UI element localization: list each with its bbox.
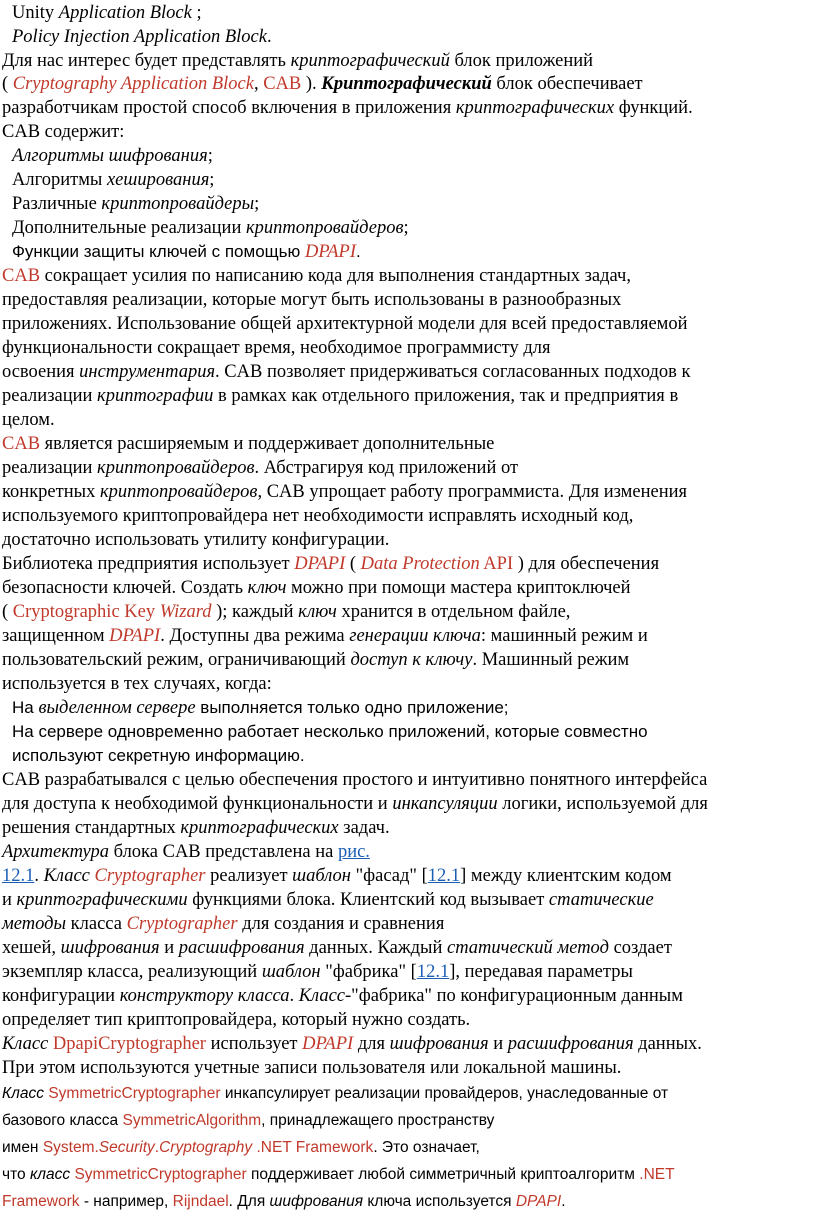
- text-span: функциональности сокращает время, необходимое программисту для: [2, 338, 551, 358]
- term-span: .NET: [639, 1166, 675, 1183]
- text-line: [2, 576, 812, 600]
- term-span: SymmetricCryptographer: [74, 1166, 247, 1183]
- term-span: Cryptographer: [94, 866, 206, 886]
- text-line: [12, 1, 812, 25]
- text-span: . Доступны два режима: [160, 626, 350, 646]
- text-line: [2, 49, 812, 73]
- text-span: решения стандартных: [2, 818, 181, 838]
- text-span: безопасности ключей. Создать: [2, 578, 248, 598]
- text-span: (: [2, 602, 13, 622]
- text-line: [2, 984, 812, 1008]
- text-span: используют секретную информацию.: [12, 746, 305, 765]
- text-span: (: [345, 554, 361, 574]
- term-span: .NET Framework: [252, 1139, 374, 1156]
- text-span: ) для обеспечения: [513, 554, 660, 574]
- term-span: System.: [42, 1139, 99, 1156]
- text-span: логики, используемой для: [497, 794, 708, 814]
- term-span: SymmetricCryptographer: [48, 1085, 221, 1102]
- text-span: . Это означает,: [373, 1139, 480, 1156]
- text-line: [2, 936, 812, 960]
- text-span: имен: [2, 1139, 43, 1156]
- text-span: экземпляр класса, реализующий: [2, 962, 262, 982]
- text-span: базового класса: [2, 1112, 123, 1129]
- text-line: [2, 792, 812, 816]
- text-span: блок обеспечивает: [491, 74, 643, 94]
- text-span: "фабрика" [: [320, 962, 417, 982]
- list-item: [12, 192, 812, 216]
- text-span: создает: [608, 938, 672, 958]
- emphasis-span: статические: [548, 890, 654, 910]
- text-span: поддерживает любой симметричный криптоалгоритм: [246, 1166, 640, 1183]
- emphasis-span: криптопровайдеров: [99, 482, 258, 502]
- text-span: Дополнительные реализации: [12, 218, 246, 238]
- text-line: [2, 528, 812, 552]
- text-line: [2, 768, 812, 792]
- text-span: . Абстрагируя код приложений от: [254, 458, 519, 478]
- text-span: ;: [207, 146, 213, 166]
- term-span: Cryptographic Key: [12, 602, 160, 622]
- emphasis-span: Класс: [2, 1085, 49, 1102]
- text-span: ;: [254, 194, 260, 214]
- text-line: [2, 1056, 812, 1080]
- text-span: Библиотека предприятия использует: [2, 554, 295, 574]
- text-span: выполняется только одно приложение;: [195, 698, 509, 717]
- term-span: Cryptographer: [126, 914, 238, 934]
- text-span: , CAB упрощает работу программиста. Для изменения: [257, 482, 688, 502]
- list-item: [12, 168, 812, 192]
- text-span: . CAB позволяет придерживаться согласованных подходов к: [215, 362, 691, 382]
- emphasis-span: расшифрования: [178, 938, 305, 958]
- text-span: . Машинный режим: [472, 650, 630, 670]
- text-span: реализует: [205, 866, 293, 886]
- text-span: ).: [301, 74, 322, 94]
- text-span: Алгоритмы: [12, 170, 107, 190]
- text-span: Различные: [12, 194, 102, 214]
- term-span: Data Protection: [360, 554, 480, 574]
- text-span: CAB разрабатывался с целью обеспечения простого и интуитивно понятного интерфейса: [2, 770, 708, 790]
- text-span: CAB содержит:: [2, 122, 125, 142]
- text-span: .: [289, 986, 299, 1006]
- term-span: Wizard: [159, 602, 212, 622]
- figure-link[interactable]: рис.: [337, 842, 370, 862]
- text-span: ], передавая параметры: [449, 962, 633, 982]
- emphasis-span: методы: [2, 914, 67, 934]
- text-span: сокращает усилия по написанию кода для выполнения стандартных задач,: [40, 266, 631, 286]
- emphasis-span: криптографических: [455, 98, 615, 118]
- emphasis-span: доступ к ключу: [350, 650, 473, 670]
- text-span: хранится в отдельном файле,: [336, 602, 571, 622]
- emphasis-span: Application Block: [58, 3, 192, 23]
- emphasis-span: шифрования: [269, 1193, 364, 1210]
- text-span: ;: [209, 170, 215, 190]
- emphasis-span: класс: [29, 1166, 75, 1183]
- text-line: [2, 480, 812, 504]
- emphasis-span: хеширования: [106, 170, 210, 190]
- text-span: данных. Каждый: [304, 938, 447, 958]
- text-line: [2, 432, 812, 456]
- term-span: DPAPI: [294, 554, 346, 574]
- term-span: Framework: [2, 1193, 80, 1210]
- list-item: [12, 720, 812, 744]
- text-span: Unity: [12, 3, 59, 23]
- emphasis-span: шаблон: [292, 866, 351, 886]
- text-span: приложениях. Использование общей архитектурной модели для всей предоставляемой: [2, 314, 688, 334]
- term-span: CAB: [2, 266, 41, 286]
- text-span: реализации: [2, 386, 98, 406]
- text-line: [2, 888, 812, 912]
- emphasis-span: статический метод: [446, 938, 609, 958]
- text-span: реализации: [2, 458, 98, 478]
- term-span: DPAPI: [302, 1034, 354, 1054]
- list-item: [12, 240, 812, 264]
- emphasis-span: Класс: [2, 1034, 53, 1054]
- text-span: -"фабрика" по конфигурационным данным: [345, 986, 683, 1006]
- text-span: конкретных: [2, 482, 100, 502]
- emphasis-span: криптопровайдеров: [97, 458, 255, 478]
- emphasis-span: Алгоритмы шифрования: [12, 146, 208, 166]
- text-span: (: [2, 74, 13, 94]
- text-line: [2, 1008, 812, 1032]
- list-item: [12, 144, 812, 168]
- term-span: Rijndael: [172, 1193, 229, 1210]
- term-span: CAB: [263, 74, 302, 94]
- term-span: Cryptography: [159, 1139, 253, 1156]
- text-span: Функции защиты ключей с помощью: [12, 242, 305, 261]
- text-line: [2, 648, 812, 672]
- text-span: и: [159, 938, 179, 958]
- emphasis-span: инструментария: [79, 362, 216, 382]
- text-span: инкапсулирует реализации провайдеров, унаследованные от: [220, 1085, 669, 1102]
- text-line: [2, 1082, 812, 1106]
- emphasis-span: криптографическими: [16, 890, 188, 910]
- emphasis-span: шифрования: [389, 1034, 489, 1054]
- text-span: данных.: [633, 1034, 702, 1054]
- emphasis-span: ключ: [298, 602, 337, 622]
- emphasis-span: криптографических: [180, 818, 339, 838]
- text-span: Для нас интерес будет представлять: [2, 51, 291, 71]
- text-span: использует: [205, 1034, 303, 1054]
- text-line: [2, 264, 812, 288]
- figure-link[interactable]: 12.1: [2, 866, 35, 886]
- text-span: является расширяемым и поддерживает дополнительные: [40, 434, 495, 454]
- text-line: [2, 672, 812, 696]
- emphasis-span: шифрования: [60, 938, 160, 958]
- text-span: функций.: [614, 98, 693, 118]
- text-span: задач.: [338, 818, 390, 838]
- text-span: - например,: [79, 1193, 173, 1210]
- text-span: для доступа к необходимой функциональности и: [2, 794, 393, 814]
- emphasis-span: инкапсуляции: [392, 794, 498, 814]
- term-span: Cryptography Application Block: [12, 74, 254, 94]
- text-span: При этом используются учетные записи пользователя или локальной машины.: [2, 1058, 622, 1078]
- text-line: [2, 360, 812, 384]
- list-item: [12, 744, 812, 768]
- reference-link[interactable]: 12.1: [427, 866, 461, 886]
- emphasis-span: выделенном сервере: [38, 698, 196, 718]
- emphasis-span: генерации ключа: [349, 626, 481, 646]
- text-line: [2, 912, 812, 936]
- text-span: : машинный режим и: [480, 626, 648, 646]
- text-span: ключа используется: [363, 1193, 516, 1210]
- text-line: [2, 1136, 812, 1160]
- text-span: На: [12, 698, 39, 717]
- text-span: и: [2, 890, 17, 910]
- text-line: [2, 816, 812, 840]
- text-line: [2, 336, 812, 360]
- text-span: разработчикам простой способ включения в приложения: [2, 98, 456, 118]
- text-span: "фасад" [: [350, 866, 428, 886]
- emphasis-span: криптопровайдеры: [101, 194, 255, 214]
- text-span: .: [266, 27, 272, 47]
- emphasis-span: ключ: [247, 578, 287, 598]
- term-span: CAB: [2, 434, 41, 454]
- term-span: API: [479, 554, 514, 574]
- text-span: ;: [403, 218, 409, 238]
- text-line: [2, 384, 812, 408]
- bold-emphasis-span: Криптографический: [321, 74, 492, 94]
- text-line: [2, 1109, 812, 1133]
- text-span: . Для: [228, 1193, 270, 1210]
- emphasis-span: криптопровайдеров: [245, 218, 404, 238]
- term-span: DPAPI: [109, 626, 161, 646]
- emphasis-span: расшифрования: [507, 1034, 634, 1054]
- emphasis-span: шаблон: [261, 962, 321, 982]
- text-line: [2, 96, 812, 120]
- text-span: ] между клиентским кодом: [460, 866, 672, 886]
- text-line: [2, 288, 812, 312]
- term-span: SymmetricAlgorithm: [122, 1112, 262, 1129]
- term-span: .: [154, 1139, 160, 1156]
- text-span: для: [353, 1034, 390, 1054]
- text-span: хешей,: [2, 938, 61, 958]
- text-span: можно при помощи мастера криптоключей: [286, 578, 631, 598]
- text-span: освоения: [2, 362, 80, 382]
- text-span: используемого криптопровайдера нет необходимости исправлять исходный код,: [2, 506, 634, 526]
- text-span: ); каждый: [211, 602, 299, 622]
- list-item: [12, 696, 812, 720]
- text-span: пользовательский режим, ограничивающий: [2, 650, 351, 670]
- text-span: предоставляя реализации, которые могут быть использованы в разнообразных: [2, 290, 622, 310]
- text-line: [2, 840, 812, 864]
- text-span: целом.: [2, 410, 55, 430]
- emphasis-span: криптографии: [97, 386, 214, 406]
- text-line: [2, 1032, 812, 1056]
- text-span: защищенном: [2, 626, 110, 646]
- list-item: [12, 216, 812, 240]
- text-line: [2, 600, 812, 624]
- text-line: [2, 552, 812, 576]
- text-span: , принадлежащего пространству: [261, 1112, 495, 1129]
- term-span: DPAPI: [515, 1193, 562, 1210]
- text-span: блока CAB представлена на: [109, 842, 338, 862]
- text-line: [2, 960, 812, 984]
- reference-link[interactable]: 12.1: [416, 962, 450, 982]
- text-span: .: [356, 242, 361, 261]
- text-span: определяет тип криптопровайдера, который нужно создать.: [2, 1010, 471, 1030]
- text-line: [2, 408, 812, 432]
- text-span: ;: [191, 3, 202, 23]
- text-line: [12, 25, 812, 49]
- text-line: [2, 312, 812, 336]
- text-line: [2, 120, 812, 144]
- text-span: для создания и сравнения: [237, 914, 445, 934]
- emphasis-span: Класс: [43, 866, 95, 886]
- text-span: достаточно использовать утилиту конфигурации.: [2, 530, 390, 550]
- text-line: [2, 1190, 812, 1214]
- text-line: [2, 624, 812, 648]
- text-span: .: [34, 866, 44, 886]
- text-line: [2, 504, 812, 528]
- text-span: блок приложений: [449, 51, 594, 71]
- text-span: .: [561, 1193, 566, 1210]
- emphasis-span: Архитектура: [2, 842, 109, 862]
- text-line: [2, 1163, 812, 1187]
- text-line: [2, 72, 812, 96]
- emphasis-span: Класс: [298, 986, 346, 1006]
- text-line: [2, 864, 812, 888]
- emphasis-span: криптографический: [290, 51, 450, 71]
- text-span: используется в тех случаях, когда:: [2, 674, 272, 694]
- text-span: функциями блока. Клиентский код вызывает: [187, 890, 549, 910]
- emphasis-span: Policy Injection Application Block: [12, 27, 267, 47]
- term-span: Security: [98, 1139, 155, 1156]
- text-line: [2, 456, 812, 480]
- text-span: в рамках как отдельного приложения, так и предприятия в: [213, 386, 679, 406]
- term-span: DpapiCryptographer: [52, 1034, 206, 1054]
- text-span: и: [488, 1034, 508, 1054]
- text-span: На сервере одновременно работает несколько приложений, которые совместно: [12, 722, 648, 741]
- emphasis-span: конструктору класса: [119, 986, 290, 1006]
- text-span: ,: [253, 74, 264, 94]
- text-span: класса: [66, 914, 127, 934]
- text-span: конфигурации: [2, 986, 120, 1006]
- term-span: DPAPI: [304, 242, 357, 262]
- text-span: что: [2, 1166, 30, 1183]
